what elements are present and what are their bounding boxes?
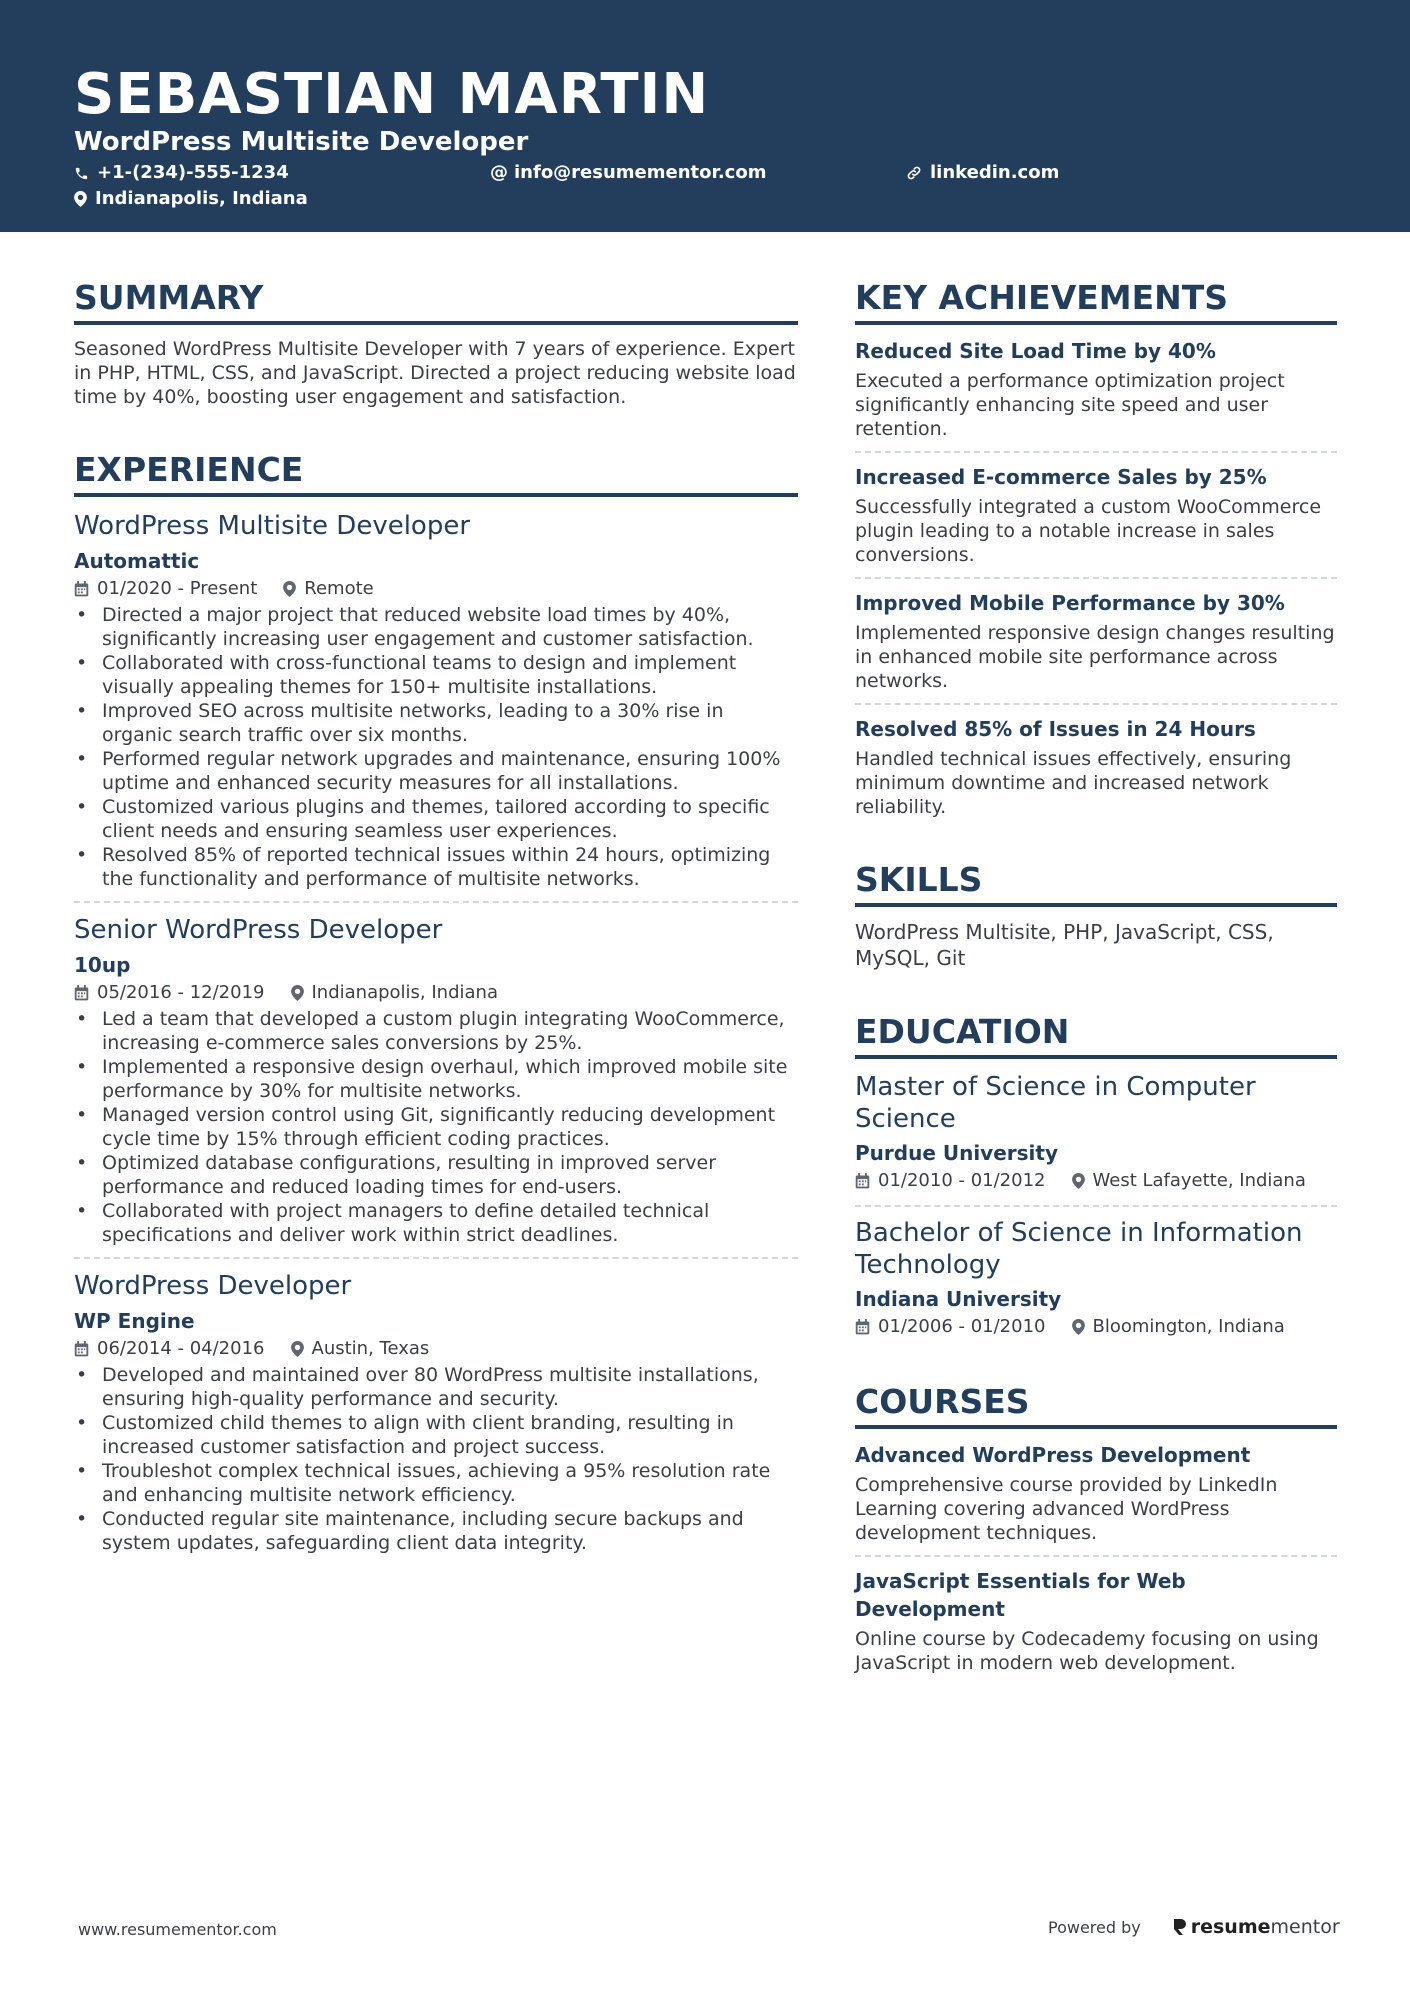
achievement-title: Increased E-commerce Sales by 25%	[855, 465, 1267, 489]
footer-website[interactable]: www.resumementor.com	[78, 1920, 277, 1939]
education-dates: 01/2006 - 01/2010	[878, 1316, 1046, 1337]
education-item	[855, 1071, 1337, 1195]
achievement-title: Reduced Site Load Time by 40%	[855, 339, 1216, 363]
job-entry	[74, 913, 798, 1247]
bullet-item: • Conducted regular site maintenance, including secure backups and system updates, safeguarding client data integrity.	[74, 1507, 798, 1555]
bullet-item: • Developed and maintained over 80 WordPress multisite installations, ensuring high-quality performance and security.	[74, 1363, 798, 1411]
course-desc: Comprehensive course provided by LinkedIn Learning covering advanced WordPress development techniques.	[855, 1474, 1278, 1544]
job-title: WordPress Developer	[74, 1271, 352, 1301]
divider	[855, 577, 1337, 579]
summary-text: Seasoned WordPress Multisite Developer with 7 years of experience. Expert in PHP, HTML, CSS, and JavaScript. Directed a project reducing website load time by 40%, boosting user engagement and satisfaction.	[74, 338, 796, 408]
phone-text: +1-(234)-555-1234	[97, 162, 289, 183]
education-meta	[855, 1167, 1337, 1195]
powered-by-label: Powered by	[1048, 1917, 1141, 1937]
education-item	[855, 1217, 1337, 1341]
education-meta	[855, 1313, 1337, 1341]
right-column	[855, 277, 1337, 1675]
link-icon	[906, 165, 922, 181]
achievement-item	[855, 337, 1337, 441]
job-meta	[74, 1335, 798, 1363]
bullet-item: • Optimized database configurations, resulting in improved server performance and reduced loading times for end-users.	[74, 1151, 798, 1199]
school-name: Indiana University	[855, 1287, 1062, 1311]
contact-email[interactable]	[490, 161, 766, 185]
achievement-desc: Handled technical issues effectively, ensuring minimum downtime and increased network reliability.	[855, 748, 1292, 818]
location-pin-icon	[1072, 1319, 1085, 1335]
courses-heading: COURSES	[855, 1381, 1337, 1429]
job-dates: 06/2014 - 04/2016	[97, 1338, 265, 1359]
candidate-name: SEBASTIAN MARTIN	[74, 62, 710, 127]
experience-heading: EXPERIENCE	[74, 449, 798, 497]
divider	[855, 451, 1337, 453]
bullet-item: • Troubleshot complex technical issues, achieving a 95% resolution rate and enhancing multisite network efficiency.	[74, 1459, 798, 1507]
job-bullets	[74, 603, 798, 891]
brand-logo[interactable]	[1171, 1916, 1340, 1938]
calendar-icon	[855, 1319, 870, 1335]
job-entry	[74, 509, 798, 891]
footer-powered	[1048, 1916, 1340, 1938]
job-meta	[74, 575, 798, 603]
brand-rest: mentor	[1270, 1916, 1340, 1938]
achievement-title: Resolved 85% of Issues in 24 Hours	[855, 717, 1256, 741]
job-meta	[74, 979, 798, 1007]
job-company: WP Engine	[74, 1309, 195, 1333]
contact-phone[interactable]	[74, 161, 289, 185]
contact-location	[74, 187, 308, 211]
email-text: info@resumementor.com	[514, 162, 767, 183]
school-name: Purdue University	[855, 1141, 1058, 1165]
divider	[855, 1555, 1337, 1557]
calendar-icon	[74, 985, 89, 1001]
left-column	[74, 277, 798, 1555]
education-dates: 01/2010 - 01/2012	[878, 1170, 1046, 1191]
linkedin-text: linkedin.com	[930, 162, 1060, 183]
skills-heading: SKILLS	[855, 859, 1337, 907]
course-desc: Online course by Codecademy focusing on using JavaScript in modern web development.	[855, 1628, 1319, 1674]
job-dates: 05/2016 - 12/2019	[97, 982, 265, 1003]
achievements-heading: KEY ACHIEVEMENTS	[855, 277, 1337, 325]
education-location: West Lafayette, Indiana	[1092, 1170, 1306, 1191]
calendar-icon	[74, 581, 89, 597]
at-icon: @	[490, 162, 508, 183]
bullet-item: • Led a team that developed a custom plugin integrating WooCommerce, increasing e-commerce sales conversions by 25%.	[74, 1007, 798, 1055]
divider	[74, 1257, 798, 1259]
achievement-desc: Implemented responsive design changes resulting in enhanced mobile site performance across networks.	[855, 622, 1335, 692]
bullet-item: • Resolved 85% of reported technical issues within 24 hours, optimizing the functionality and performance of multisite networks.	[74, 843, 798, 891]
achievement-item	[855, 589, 1337, 693]
location-pin-icon	[283, 581, 296, 597]
location-text: Indianapolis, Indiana	[95, 188, 308, 209]
calendar-icon	[855, 1173, 870, 1189]
location-pin-icon	[291, 1341, 304, 1357]
course-title: Advanced WordPress Development	[855, 1443, 1251, 1467]
job-location: Austin, Texas	[311, 1338, 430, 1359]
job-title: Senior WordPress Developer	[74, 915, 443, 945]
summary-heading: SUMMARY	[74, 277, 798, 325]
education-heading: EDUCATION	[855, 1011, 1337, 1059]
divider	[855, 703, 1337, 705]
bullet-item: • Performed regular network upgrades and maintenance, ensuring 100% uptime and enhanced security measures for all installations.	[74, 747, 798, 795]
job-bullets	[74, 1007, 798, 1247]
phone-icon	[74, 166, 89, 181]
course-title: JavaScript Essentials for Web Development	[855, 1569, 1186, 1621]
bullet-item: • Directed a major project that reduced website load times by 40%, significantly increasing user engagement and customer satisfaction.	[74, 603, 798, 651]
degree-title: Master of Science in Computer Science	[855, 1072, 1256, 1134]
resumementor-logo-icon	[1171, 1917, 1187, 1937]
bullet-item: • Improved SEO across multisite networks, leading to a 30% rise in organic search traffic over six months.	[74, 699, 798, 747]
location-pin-icon	[291, 985, 304, 1001]
job-dates: 01/2020 - Present	[97, 578, 258, 599]
achievement-title: Improved Mobile Performance by 30%	[855, 591, 1285, 615]
job-company: 10up	[74, 953, 131, 977]
header-banner	[0, 0, 1410, 232]
calendar-icon	[74, 1341, 89, 1357]
education-location: Bloomington, Indiana	[1092, 1316, 1285, 1337]
candidate-role: WordPress Multisite Developer	[74, 127, 529, 157]
divider	[855, 1205, 1337, 1207]
brand-bold: resume	[1190, 1916, 1271, 1938]
bullet-item: • Collaborated with cross-functional teams to design and implement visually appealing themes for 150+ multisite installations.	[74, 651, 798, 699]
divider	[74, 901, 798, 903]
achievement-desc: Executed a performance optimization project significantly enhancing site speed and user retention.	[855, 370, 1285, 440]
job-location: Indianapolis, Indiana	[311, 982, 498, 1003]
job-bullets	[74, 1363, 798, 1555]
job-location: Remote	[304, 578, 374, 599]
bullet-item: • Managed version control using Git, significantly reducing development cycle time by 15% through efficient coding practices.	[74, 1103, 798, 1151]
achievement-desc: Successfully integrated a custom WooCommerce plugin leading to a notable increase in sales conversions.	[855, 496, 1322, 566]
job-title: WordPress Multisite Developer	[74, 511, 471, 541]
bullet-item: • Collaborated with project managers to define detailed technical specifications and deliver work within strict deadlines.	[74, 1199, 798, 1247]
bullet-item: • Customized child themes to align with client branding, resulting in increased customer satisfaction and project success.	[74, 1411, 798, 1459]
location-pin-icon	[74, 191, 87, 207]
job-entry	[74, 1269, 798, 1555]
location-pin-icon	[1072, 1173, 1085, 1189]
bullet-item: • Implemented a responsive design overhaul, which improved mobile site performance by 30% for multisite networks.	[74, 1055, 798, 1103]
course-item	[855, 1567, 1337, 1675]
achievement-item	[855, 463, 1337, 567]
course-item	[855, 1441, 1337, 1545]
contact-linkedin[interactable]	[906, 161, 1059, 185]
skills-text: WordPress Multisite, PHP, JavaScript, CSS, MySQL, Git	[855, 920, 1274, 970]
achievement-item	[855, 715, 1337, 819]
job-company: Automattic	[74, 549, 200, 573]
degree-title: Bachelor of Science in Information Technology	[855, 1218, 1303, 1280]
bullet-item: • Customized various plugins and themes, tailored according to specific client needs and ensuring seamless user experiences.	[74, 795, 798, 843]
